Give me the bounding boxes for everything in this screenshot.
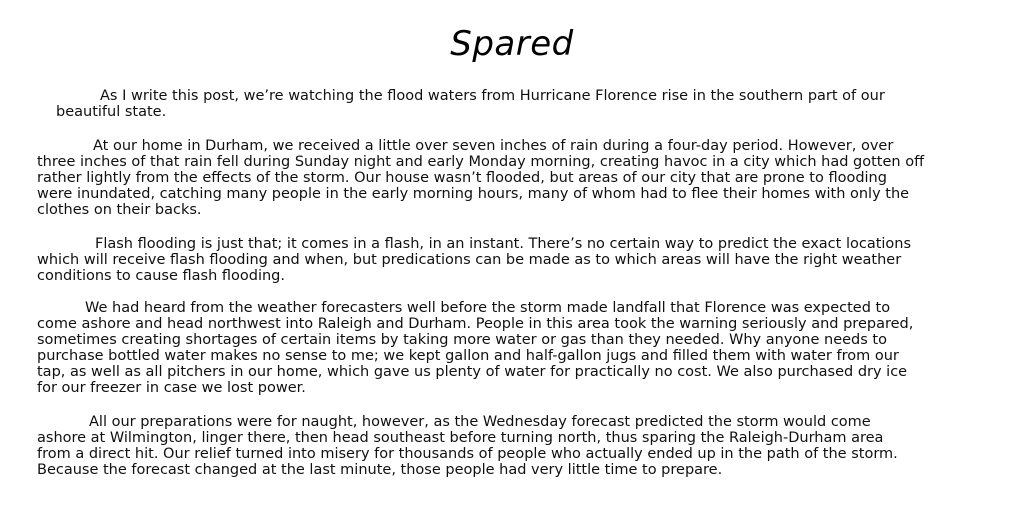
paragraph-line: As I write this post, we’re watching the flood waters from Hurricane Florence rise in the southern part of our — [100, 88, 885, 104]
paragraph-1 — [56, 88, 885, 120]
paragraph-line: conditions to cause flash flooding. — [37, 268, 285, 284]
paragraph-3 — [37, 236, 911, 284]
paragraph-line: Flash flooding is just that; it comes in a flash, in an instant. There’s no certain way to predict the exact locations — [95, 236, 912, 252]
paragraph-line: rather lightly from the effects of the storm. Our house wasn’t flooded, but areas of our city that are prone to flooding — [37, 170, 887, 186]
paragraph-line: beautiful state. — [56, 104, 167, 120]
paragraph-2 — [37, 138, 924, 218]
paragraph-line: sometimes creating shortages of certain items by taking more water or gas than they needed. Why anyone needs to — [37, 332, 887, 348]
paragraph-line: which will receive flash flooding and when, but predications can be made as to which areas will have the right weather — [37, 252, 902, 268]
paragraph-4 — [37, 300, 913, 396]
paragraph-line: from a direct hit. Our relief turned into misery for thousands of people who actually ended up in the path of the storm. — [37, 446, 898, 462]
paragraph-line: purchase bottled water makes no sense to me; we kept gallon and half-gallon jugs and filled them with water from our — [37, 348, 899, 364]
document-title: Spared — [450, 24, 574, 64]
paragraph-line: three inches of that rain fell during Sunday night and early Monday morning, creating havoc in a city which had gotten off — [37, 154, 925, 170]
paragraph-line: were inundated, catching many people in the early morning hours, many of whom had to flee their homes with only the — [37, 186, 910, 202]
paragraph-line: clothes on their backs. — [37, 202, 202, 218]
paragraph-line: All our preparations were for naught, however, as the Wednesday forecast predicted the storm would come — [89, 414, 871, 430]
paragraph-line: tap, as well as all pitchers in our home, which gave us plenty of water for practically no cost. We also purchased dry ice — [37, 364, 908, 380]
paragraph-line: come ashore and head northwest into Raleigh and Durham. People in this area took the warning seriously and prepared, — [37, 316, 914, 332]
paragraph-5 — [37, 414, 898, 478]
paragraph-line: Because the forecast changed at the last minute, those people had very little time to prepare. — [37, 462, 723, 478]
paragraph-line: ashore at Wilmington, linger there, then head southeast before turning north, thus sparing the Raleigh-Durham area — [37, 430, 884, 446]
paragraph-line: for our freezer in case we lost power. — [37, 380, 306, 396]
paragraph-line: We had heard from the weather forecasters well before the storm made landfall that Florence was expected to — [85, 300, 891, 316]
paragraph-line: At our home in Durham, we received a little over seven inches of rain during a four-day period. However, over — [93, 138, 894, 154]
